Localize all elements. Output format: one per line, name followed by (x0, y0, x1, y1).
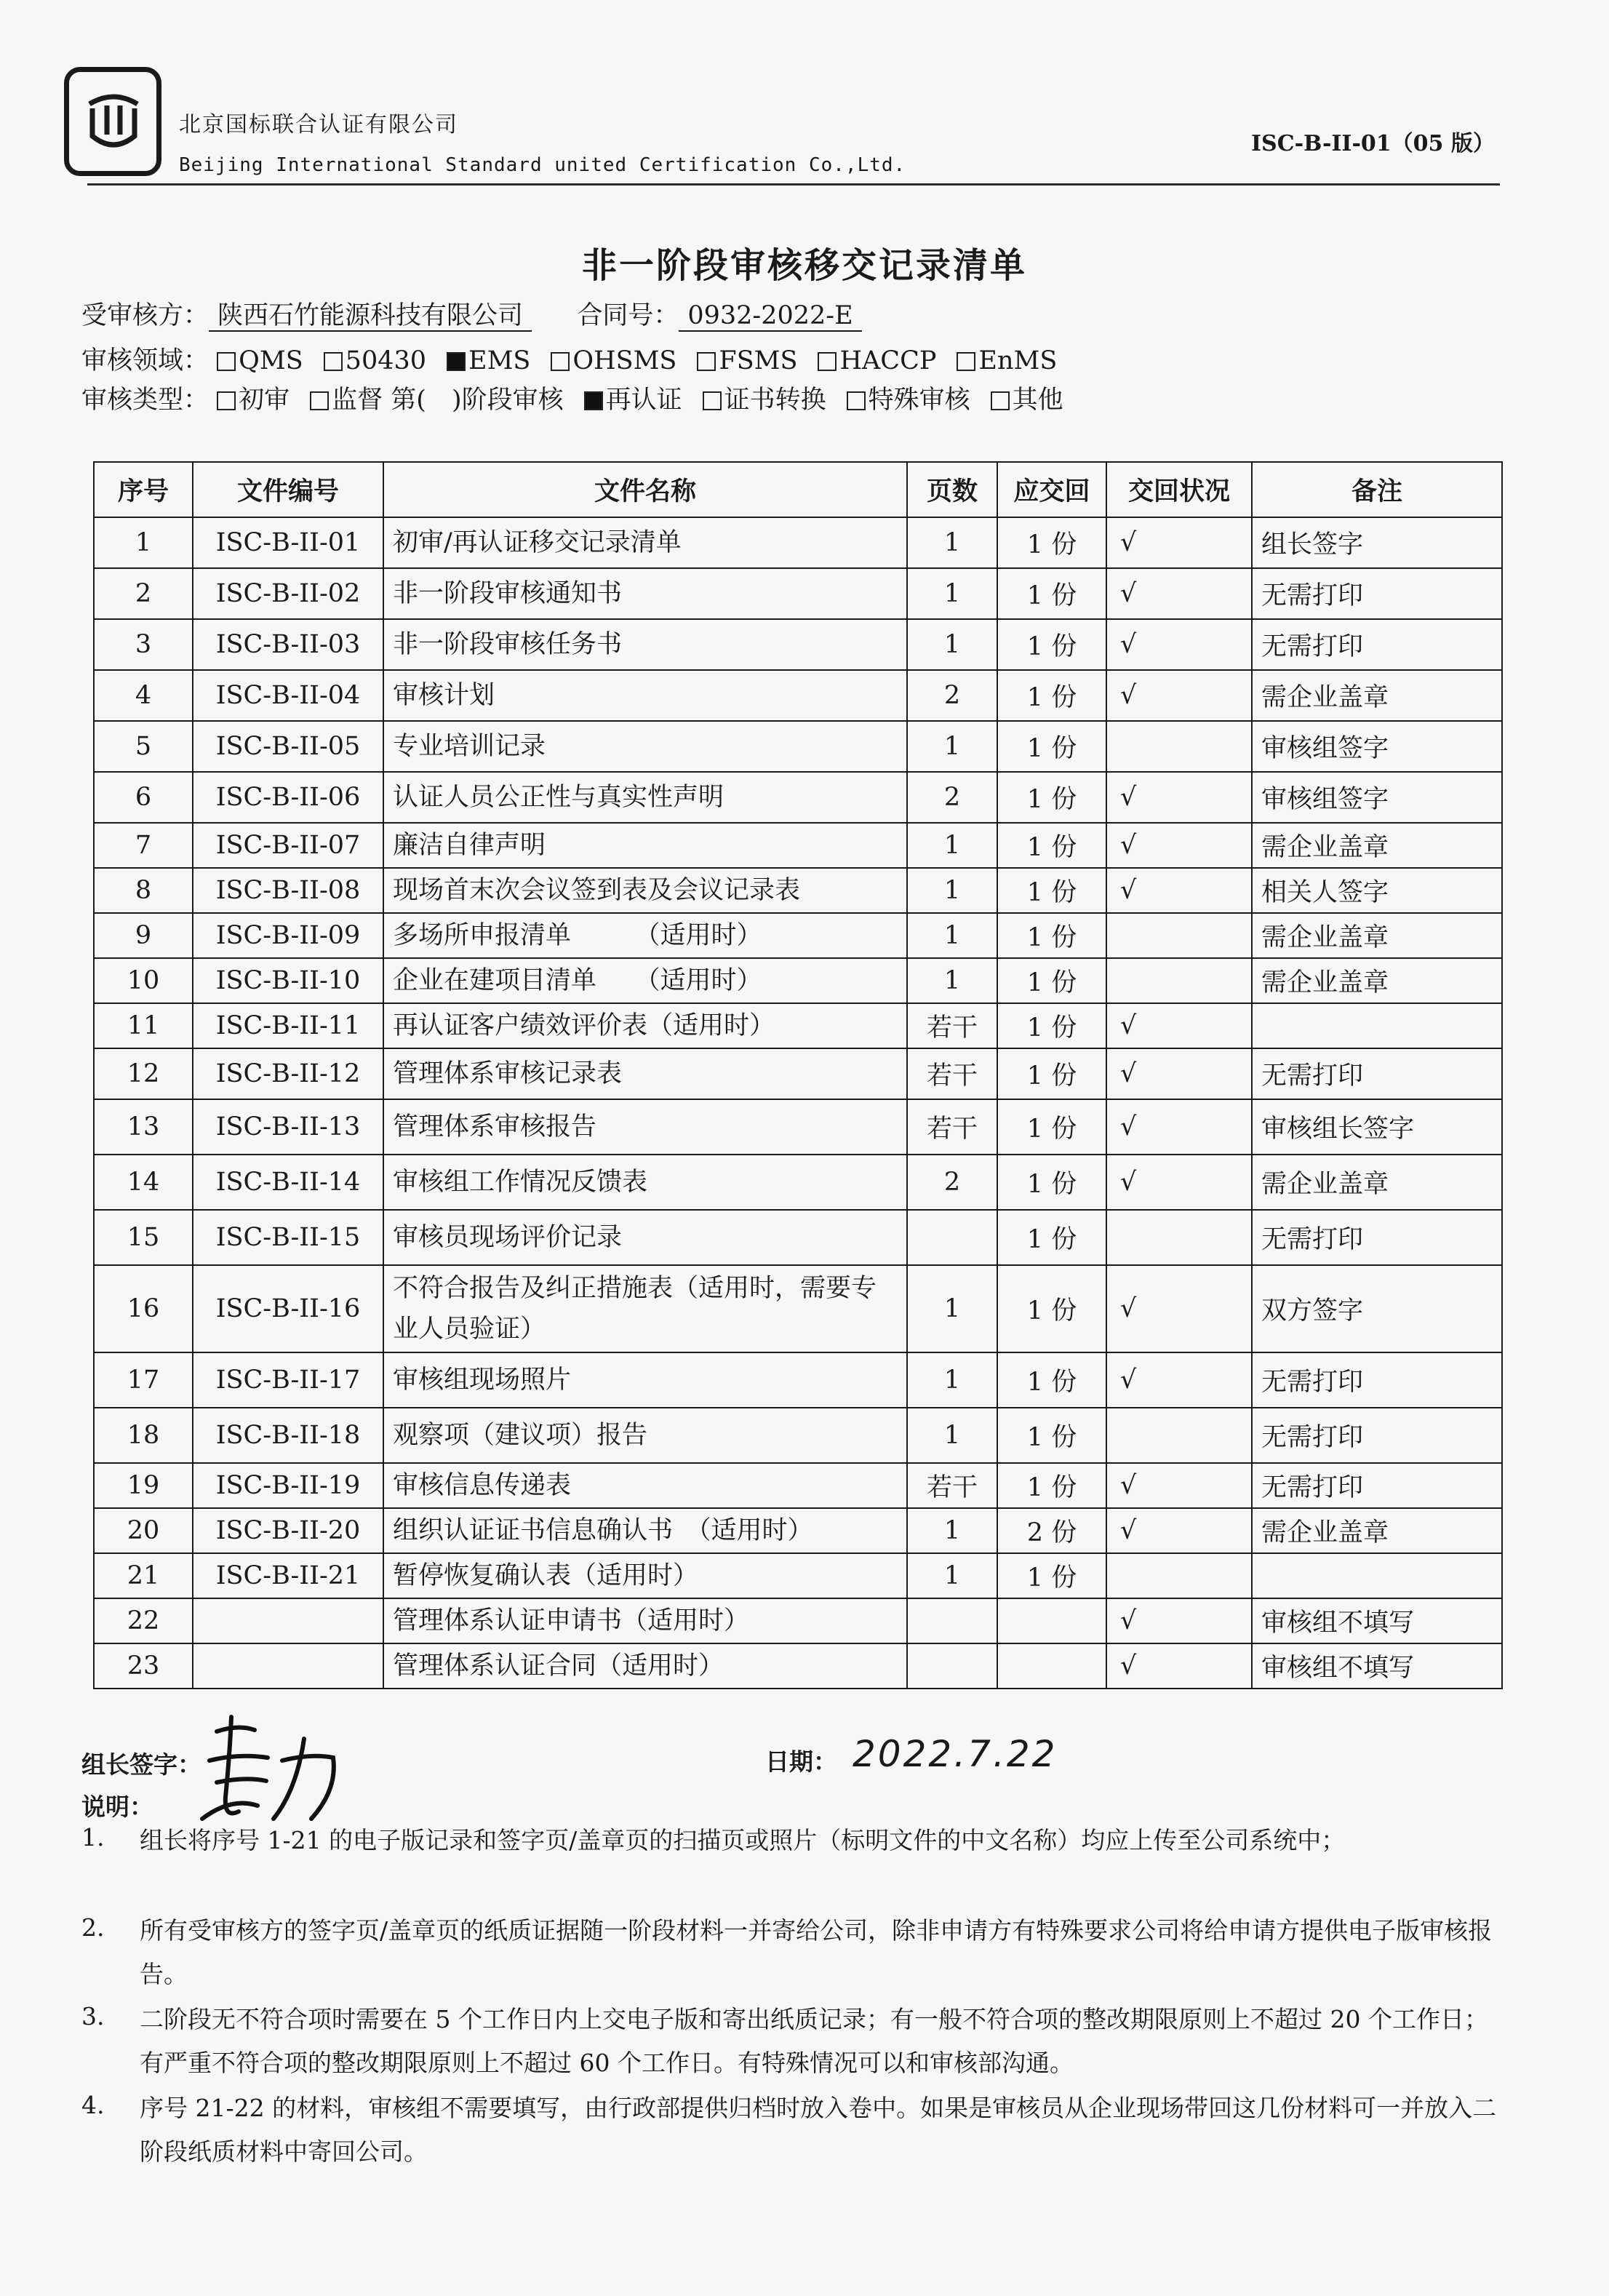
audit-domain-option-label: OHSMS (572, 346, 677, 375)
col-header-pages: 页数 (907, 462, 997, 517)
copies-due-cell: 1 份 (997, 1003, 1106, 1048)
remark-cell: 无需打印 (1252, 1408, 1502, 1463)
copies-due-cell: 1 份 (997, 1265, 1106, 1352)
col-header-status: 交回状况 (1106, 462, 1252, 517)
file-name-cell: 再认证客户绩效评价表（适用时） (383, 1003, 907, 1048)
copies-due-cell: 1 份 (997, 913, 1106, 958)
return-status-cell: √ (1106, 1048, 1252, 1099)
page-count-cell: 1 (907, 517, 997, 568)
file-code-cell: ISC-B-II-20 (193, 1508, 383, 1553)
audit-type-line (81, 380, 1084, 416)
row-number-cell: 23 (94, 1643, 193, 1689)
checkbox-icon[interactable] (551, 352, 570, 371)
audit-domain-option (217, 346, 303, 375)
page-count-cell: 1 (907, 1408, 997, 1463)
row-number-cell: 15 (94, 1210, 193, 1265)
note-number: 3. (81, 2002, 105, 2030)
row-number-cell: 6 (94, 772, 193, 823)
row-number-cell: 1 (94, 517, 193, 568)
audit-domain-option-label: QMS (239, 346, 303, 375)
file-code-cell: ISC-B-II-15 (193, 1210, 383, 1265)
file-name-cell: 观察项（建议项）报告 (383, 1408, 907, 1463)
page-count-cell: 1 (907, 913, 997, 958)
table-row (94, 1352, 1502, 1408)
return-status-cell: √ (1106, 1099, 1252, 1155)
audit-type-option (703, 386, 826, 415)
return-status-cell: √ (1106, 1643, 1252, 1689)
copies-due-cell: 1 份 (997, 1352, 1106, 1408)
remark-cell: 需企业盖章 (1252, 958, 1502, 1003)
file-code-cell: ISC-B-II-10 (193, 958, 383, 1003)
remark-cell: 无需打印 (1252, 1210, 1502, 1265)
audit-domain-option-label: EMS (468, 346, 531, 375)
audit-domain-option (818, 346, 936, 375)
file-code-cell: ISC-B-II-07 (193, 823, 383, 868)
audit-type-option-label: 监督 第( )阶段审核 (332, 386, 564, 415)
page-count-cell: 1 (907, 1265, 997, 1352)
page-count-cell (907, 1643, 997, 1689)
checked-box-icon[interactable] (447, 352, 466, 371)
table-row (94, 1265, 1502, 1352)
checkbox-icon[interactable] (991, 391, 1010, 410)
checkbox-icon[interactable] (310, 391, 329, 410)
file-code-cell: ISC-B-II-21 (193, 1553, 383, 1598)
audit-domain-option (551, 346, 676, 375)
table-row (94, 1643, 1502, 1689)
explanation-label: 说明： (81, 1793, 153, 1821)
page-count-cell: 若干 (907, 1003, 997, 1048)
page-count-cell: 1 (907, 619, 997, 670)
table-row (94, 1003, 1502, 1048)
page-count-cell: 2 (907, 772, 997, 823)
row-number-cell: 19 (94, 1463, 193, 1508)
page-count-cell: 1 (907, 958, 997, 1003)
return-status-cell (1106, 721, 1252, 772)
return-status-cell: √ (1106, 1265, 1252, 1352)
page-count-cell: 1 (907, 868, 997, 913)
checkbox-icon[interactable] (847, 391, 866, 410)
file-name-cell: 廉洁自律声明 (383, 823, 907, 868)
copies-due-cell: 1 份 (997, 568, 1106, 619)
audit-type-option (217, 386, 290, 415)
company-name-cn: 北京国标联合认证有限公司 (179, 112, 458, 137)
page-count-cell: 2 (907, 670, 997, 721)
document-title: 非一阶段审核移交记录清单 (581, 245, 1027, 286)
copies-due-cell: 1 份 (997, 1553, 1106, 1598)
file-code-cell: ISC-B-II-12 (193, 1048, 383, 1099)
file-name-cell: 初审/再认证移交记录清单 (383, 517, 907, 568)
auditee-value: 陕西石竹能源科技有限公司 (209, 301, 532, 332)
table-row (94, 1155, 1502, 1210)
copies-due-cell: 1 份 (997, 772, 1106, 823)
return-status-cell: √ (1106, 823, 1252, 868)
file-name-cell: 非一阶段审核任务书 (383, 619, 907, 670)
checkbox-icon[interactable] (324, 352, 343, 371)
audit-type-option-label: 证书转换 (724, 386, 826, 415)
copies-due-cell: 1 份 (997, 517, 1106, 568)
file-code-cell: ISC-B-II-04 (193, 670, 383, 721)
row-number-cell: 5 (94, 721, 193, 772)
row-number-cell: 10 (94, 958, 193, 1003)
handover-table (93, 461, 1503, 1689)
remark-cell: 无需打印 (1252, 1048, 1502, 1099)
row-number-cell: 17 (94, 1352, 193, 1408)
file-code-cell (193, 1643, 383, 1689)
remark-cell: 无需打印 (1252, 1463, 1502, 1508)
return-status-cell (1106, 1553, 1252, 1598)
file-code-cell: ISC-B-II-09 (193, 913, 383, 958)
table-row (94, 670, 1502, 721)
row-number-cell: 14 (94, 1155, 193, 1210)
return-status-cell: √ (1106, 772, 1252, 823)
row-number-cell: 3 (94, 619, 193, 670)
file-code-cell: ISC-B-II-11 (193, 1003, 383, 1048)
page-count-cell: 1 (907, 823, 997, 868)
audit-domain-option-label: 50430 (345, 346, 427, 375)
remark-cell: 需企业盖章 (1252, 1155, 1502, 1210)
file-code-cell: ISC-B-II-17 (193, 1352, 383, 1408)
row-number-cell: 21 (94, 1553, 193, 1598)
file-code-cell: ISC-B-II-06 (193, 772, 383, 823)
return-status-cell: √ (1106, 517, 1252, 568)
file-code-cell: ISC-B-II-03 (193, 619, 383, 670)
table-row (94, 517, 1502, 568)
file-name-cell: 审核员现场评价记录 (383, 1210, 907, 1265)
return-status-cell (1106, 958, 1252, 1003)
audit-type-option-label: 特殊审核 (868, 386, 970, 415)
table-row (94, 721, 1502, 772)
remark-cell: 审核组签字 (1252, 721, 1502, 772)
row-number-cell: 4 (94, 670, 193, 721)
file-name-cell: 管理体系审核报告 (383, 1099, 907, 1155)
row-number-cell: 12 (94, 1048, 193, 1099)
return-status-cell: √ (1106, 670, 1252, 721)
audit-type-option-label: 初审 (239, 386, 290, 415)
note-number: 2. (81, 1913, 105, 1942)
return-status-cell: √ (1106, 1508, 1252, 1553)
table-row (94, 868, 1502, 913)
copies-due-cell: 1 份 (997, 721, 1106, 772)
audit-type-option-label: 再认证 (605, 386, 682, 415)
file-name-cell: 企业在建项目清单 （适用时） (383, 958, 907, 1003)
file-name-cell: 认证人员公正性与真实性声明 (383, 772, 907, 823)
table-row (94, 1408, 1502, 1463)
file-name-cell: 管理体系审核记录表 (383, 1048, 907, 1099)
remark-cell: 审核组不填写 (1252, 1598, 1502, 1643)
file-code-cell: ISC-B-II-16 (193, 1265, 383, 1352)
file-name-cell: 暂停恢复确认表（适用时） (383, 1553, 907, 1598)
row-number-cell: 20 (94, 1508, 193, 1553)
remark-cell: 相关人签字 (1252, 868, 1502, 913)
remark-cell (1252, 1553, 1502, 1598)
table-row (94, 1598, 1502, 1643)
page-count-cell: 2 (907, 1155, 997, 1210)
table-row (94, 958, 1502, 1003)
remark-cell (1252, 1003, 1502, 1048)
remark-cell: 双方签字 (1252, 1265, 1502, 1352)
row-number-cell: 9 (94, 913, 193, 958)
remark-cell: 需企业盖章 (1252, 670, 1502, 721)
file-code-cell: ISC-B-II-01 (193, 517, 383, 568)
copies-due-cell: 1 份 (997, 1210, 1106, 1265)
checkbox-icon[interactable] (217, 391, 236, 410)
remark-cell: 审核组签字 (1252, 772, 1502, 823)
page-count-cell: 1 (907, 1352, 997, 1408)
table-row (94, 1508, 1502, 1553)
note-number: 4. (81, 2091, 105, 2119)
col-header-no: 序号 (94, 462, 193, 517)
checked-box-icon[interactable] (584, 391, 603, 410)
file-name-cell: 审核信息传递表 (383, 1463, 907, 1508)
file-name-cell: 组织认证证书信息确认书 （适用时） (383, 1508, 907, 1553)
return-status-cell (1106, 1408, 1252, 1463)
audit-type-option (310, 386, 563, 415)
row-number-cell: 8 (94, 868, 193, 913)
header-divider (87, 183, 1500, 186)
remark-cell: 需企业盖章 (1252, 1508, 1502, 1553)
row-number-cell: 7 (94, 823, 193, 868)
table-header-row (94, 462, 1502, 517)
remark-cell: 需企业盖章 (1252, 823, 1502, 868)
leader-signature (188, 1710, 362, 1833)
file-code-cell: ISC-B-II-18 (193, 1408, 383, 1463)
document-code: ISC-B-II-01（05 版） (1251, 131, 1495, 156)
audit-domain-option (957, 346, 1057, 375)
audit-domain-options (217, 346, 1077, 375)
file-name-cell: 专业培训记录 (383, 721, 907, 772)
file-code-cell (193, 1598, 383, 1643)
copies-due-cell (997, 1598, 1106, 1643)
page-count-cell: 1 (907, 568, 997, 619)
file-code-cell: ISC-B-II-19 (193, 1463, 383, 1508)
remark-cell: 审核组不填写 (1252, 1643, 1502, 1689)
table-row (94, 1210, 1502, 1265)
row-number-cell: 22 (94, 1598, 193, 1643)
page-count-cell: 1 (907, 1508, 997, 1553)
table-row (94, 772, 1502, 823)
copies-due-cell: 1 份 (997, 1463, 1106, 1508)
return-status-cell: √ (1106, 1003, 1252, 1048)
checkbox-icon[interactable] (818, 352, 837, 371)
note-text: 序号 21-22 的材料，审核组不需要填写，由行政部提供归档时放入卷中。如果是审核员从企业现场带回这几份材料可一并放入二阶段纸质材料中寄回公司。 (140, 2094, 1497, 2166)
return-status-cell (1106, 1210, 1252, 1265)
date-value: 2022.7.22 (853, 1733, 1058, 1775)
audit-domain-option (697, 346, 797, 375)
file-name-cell: 审核组现场照片 (383, 1352, 907, 1408)
note-text: 组长将序号 1-21 的电子版记录和签字页/盖章页的扫描页或照片（标明文件的中文名称）均应上传至公司系统中； (140, 1826, 1346, 1854)
copies-due-cell (997, 1643, 1106, 1689)
page-count-cell: 若干 (907, 1463, 997, 1508)
audit-domain-option-label: FSMS (719, 346, 798, 375)
file-name-cell: 多场所申报清单 （适用时） (383, 913, 907, 958)
file-name-cell: 非一阶段审核通知书 (383, 568, 907, 619)
return-status-cell: √ (1106, 1598, 1252, 1643)
return-status-cell: √ (1106, 868, 1252, 913)
copies-due-cell: 1 份 (997, 619, 1106, 670)
return-status-cell: √ (1106, 1463, 1252, 1508)
table-row (94, 568, 1502, 619)
copies-due-cell: 1 份 (997, 868, 1106, 913)
audit-type-options (217, 386, 1084, 415)
note-text: 所有受审核方的签字页/盖章页的纸质证据随一阶段材料一并寄给公司，除非申请方有特殊要求公司将给申请方提供电子版审核报告。 (140, 1916, 1493, 1988)
page-count-cell: 若干 (907, 1099, 997, 1155)
file-code-cell: ISC-B-II-08 (193, 868, 383, 913)
return-status-cell: √ (1106, 1155, 1252, 1210)
audit-domain-label: 审核领域： (81, 346, 209, 375)
copies-due-cell: 1 份 (997, 823, 1106, 868)
table-row (94, 1553, 1502, 1598)
date-label: 日期： (765, 1747, 837, 1776)
table-row (94, 823, 1502, 868)
file-name-cell: 审核组工作情况反馈表 (383, 1155, 907, 1210)
page-count-cell: 若干 (907, 1048, 997, 1099)
row-number-cell: 13 (94, 1099, 193, 1155)
contract-value: 0932-2022-E (679, 301, 861, 332)
col-header-copies: 应交回 (997, 462, 1106, 517)
audit-type-option (847, 386, 970, 415)
auditee-label: 受审核方： (81, 301, 209, 330)
audit-domain-option-label: EnMS (978, 346, 1058, 375)
page-count-cell (907, 1210, 997, 1265)
file-name-cell: 审核计划 (383, 670, 907, 721)
return-status-cell: √ (1106, 568, 1252, 619)
return-status-cell: √ (1106, 1352, 1252, 1408)
table-row (94, 913, 1502, 958)
checkbox-icon[interactable] (697, 352, 716, 371)
logo-mark-icon (82, 94, 145, 149)
remark-cell: 组长签字 (1252, 517, 1502, 568)
row-number-cell: 2 (94, 568, 193, 619)
audit-type-option (991, 386, 1063, 415)
checkbox-icon[interactable] (957, 352, 975, 371)
file-name-cell: 现场首末次会议签到表及会议记录表 (383, 868, 907, 913)
copies-due-cell: 1 份 (997, 1099, 1106, 1155)
file-code-cell: ISC-B-II-14 (193, 1155, 383, 1210)
note-text: 二阶段无不符合项时需要在 5 个工作日内上交电子版和寄出纸质记录；有一般不符合项的整改期限原则上不超过 20 个工作日；有严重不符合项的整改期限原则上不超过 60 个工作日。有特殊情况可以和审核部沟通。 (140, 2005, 1488, 2077)
leader-signature-label: 组长签字： (81, 1750, 201, 1779)
company-name-en: Beijing International Standard united Certification Co.,Ltd. (179, 154, 906, 176)
copies-due-cell: 1 份 (997, 958, 1106, 1003)
file-code-cell: ISC-B-II-13 (193, 1099, 383, 1155)
company-logo (64, 67, 161, 176)
row-number-cell: 18 (94, 1408, 193, 1463)
remark-cell: 无需打印 (1252, 568, 1502, 619)
auditee-line (81, 295, 862, 332)
file-code-cell: ISC-B-II-05 (193, 721, 383, 772)
row-number-cell: 16 (94, 1265, 193, 1352)
page-count-cell: 1 (907, 721, 997, 772)
remark-cell: 无需打印 (1252, 1352, 1502, 1408)
remark-cell: 需企业盖章 (1252, 913, 1502, 958)
audit-type-option-label: 其他 (1012, 386, 1063, 415)
copies-due-cell: 2 份 (997, 1508, 1106, 1553)
file-name-cell: 不符合报告及纠正措施表（适用时，需要专业人员验证） (383, 1265, 907, 1352)
audit-domain-line (81, 340, 1077, 377)
page-count-cell (907, 1598, 997, 1643)
row-number-cell: 11 (94, 1003, 193, 1048)
checkbox-icon[interactable] (703, 391, 722, 410)
remark-cell: 审核组长签字 (1252, 1099, 1502, 1155)
note-number: 1. (81, 1823, 105, 1851)
col-header-note: 备注 (1252, 462, 1502, 517)
col-header-code: 文件编号 (193, 462, 383, 517)
remark-cell: 无需打印 (1252, 619, 1502, 670)
file-name-cell: 管理体系认证合同（适用时） (383, 1643, 907, 1689)
table-row (94, 619, 1502, 670)
table-row (94, 1099, 1502, 1155)
col-header-name: 文件名称 (383, 462, 907, 517)
copies-due-cell: 1 份 (997, 1408, 1106, 1463)
audit-domain-option (324, 346, 426, 375)
audit-type-option (584, 386, 682, 415)
copies-due-cell: 1 份 (997, 1155, 1106, 1210)
contract-label: 合同号： (577, 301, 679, 330)
copies-due-cell: 1 份 (997, 1048, 1106, 1099)
checkbox-icon[interactable] (217, 352, 236, 371)
return-status-cell (1106, 913, 1252, 958)
audit-domain-option-label: HACCP (839, 346, 937, 375)
file-name-cell: 管理体系认证申请书（适用时） (383, 1598, 907, 1643)
table-row (94, 1048, 1502, 1099)
copies-due-cell: 1 份 (997, 670, 1106, 721)
return-status-cell: √ (1106, 619, 1252, 670)
table-row (94, 1463, 1502, 1508)
file-code-cell: ISC-B-II-02 (193, 568, 383, 619)
page-count-cell: 1 (907, 1553, 997, 1598)
audit-domain-option (447, 346, 530, 375)
audit-type-label: 审核类型： (81, 386, 209, 415)
